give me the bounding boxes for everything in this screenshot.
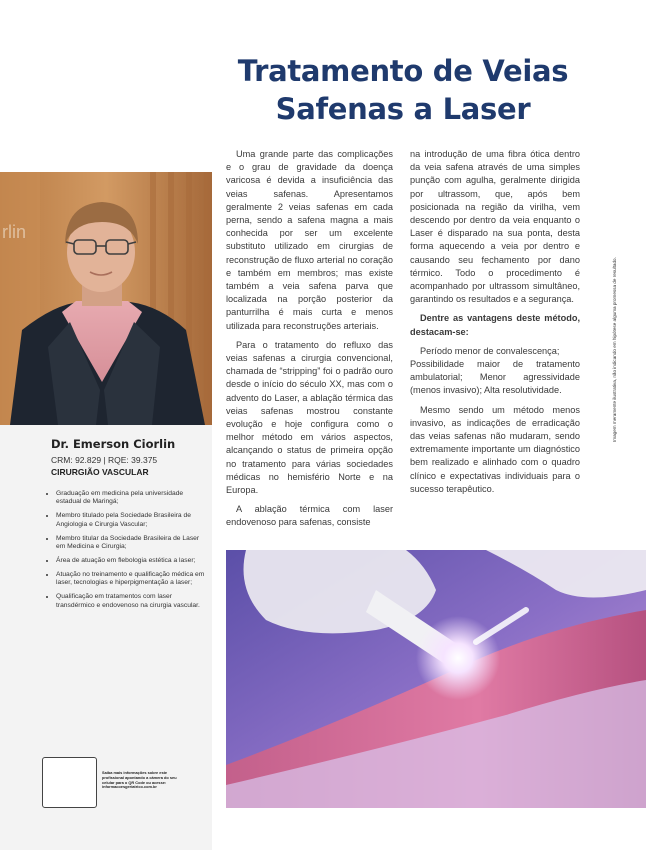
title-line-1: Tratamento de Veias	[237, 54, 569, 88]
svg-text:rlin: rlin	[2, 222, 27, 242]
advantages-heading: Dentre as vantagens deste método, destacam-se:	[410, 313, 580, 337]
credential-item: • Membro titulado pela Sociedade Brasileira de Angiologia e Cirurgia Vascular;	[56, 512, 206, 529]
doctor-role: CIRURGIÃO VASCULAR	[51, 467, 149, 477]
doctor-crm: CRM: 92.829 | RQE: 39.375	[51, 455, 158, 465]
disclaimer-vertical	[612, 212, 618, 442]
credential-item: • Qualificação em tratamentos com laser transdérmico e endovenoso na cirurgia vascular.	[56, 593, 206, 610]
paragraph: na introdução de uma fibra ótica dentro da veia safena através de uma simples punção com agulha, geralmente dirigida por ultrassom, que, após bem posicionada na região da virilha, vem descendo por dentro da veia enquanto o Laser é disparado na sua ponta, desta forma aquecendo a veia por dentro e causando seu fechamento por dano térmico. Todo o procedimento é acompanhado por ultrassom simultâneo, garantindo os resultados e a segurança.	[410, 149, 580, 305]
advantages-line: Período menor de convalescença;	[420, 345, 560, 356]
title-line-2: Safenas a Laser	[275, 92, 531, 126]
credential-item: • Área de atuação em flebologia estética a laser;	[56, 557, 206, 565]
credential-item: • Graduação em medicina pela universidade estadual de Maringá;	[56, 490, 206, 507]
doctor-name: Dr. Emerson Ciorlin	[51, 437, 176, 451]
paragraph: Uma grande parte das complicações e o grau de gravidade da doença varicosa é devida a insuficiência das veias safenas. Apresentamos geralmente 2 veias safenas em cada perna, sendo a safena magna a mais conhecida por ser um excelente substituto utilizado em cirurgias de reconstrução de fluxo arterial no coração e também em membros; mas existe também a veia safena parva que localizada na porção posterior da panturrilha é mais curta e menos utilizada para reconstruções arteriais.	[226, 149, 393, 331]
article-column-1	[226, 148, 393, 536]
article-column-2	[410, 148, 580, 502]
laser-treatment-photo	[226, 550, 646, 808]
credential-item: • Membro titular da Sociedade Brasileira de Laser em Medicina e Cirurgia;	[56, 535, 206, 552]
conclusion-paragraph: Mesmo sendo um método menos invasivo, as indicações de erradicação das veias safenas não mudaram, sendo extremamente importante um diagnóstico bem realizado e alinhado com o quadro clínico e expectativas individuais para o sucesso terapêutico.	[410, 404, 580, 494]
doctor-photo	[0, 172, 212, 425]
advantages-line: Possibilidade maior de tratamento ambulatorial; Menor agressividade (menos invasivo); Alta resolutividade.	[410, 359, 580, 396]
article-title	[222, 52, 584, 128]
qr-code-placeholder	[42, 757, 97, 808]
credential-item: • Atuação no treinamento e qualificação médica em laser, tecnologias e hiperpigmentação a laser;	[56, 571, 206, 588]
credentials-list	[48, 490, 206, 615]
disclaimer-text: Imagem meramente ilustrativa, não indicando em hipótese alguma promessa de resultado.	[612, 257, 617, 442]
paragraph: Para o tratamento do refluxo das veias safenas a cirurgia convencional, chamada de “stripping” foi o padrão ouro desde o início do século XX, mas com o advento do Laser, a ablação térmica das veias safenas mostrou constante evolução e hoje configura como o melhor método em vários aspectos, alcançando o status de primeira opção no tratamento para várias sociedades médicas no hemisfério Norte e na Europa.	[226, 339, 393, 496]
paragraph: A ablação térmica com laser endovenoso para safenas, consiste	[226, 504, 393, 528]
qr-caption: Saiba mais informações sobre este profissional apontando a câmera do seu celular para o QR Code ou acesse: informacoesgeriatrico.com.br	[102, 770, 177, 790]
